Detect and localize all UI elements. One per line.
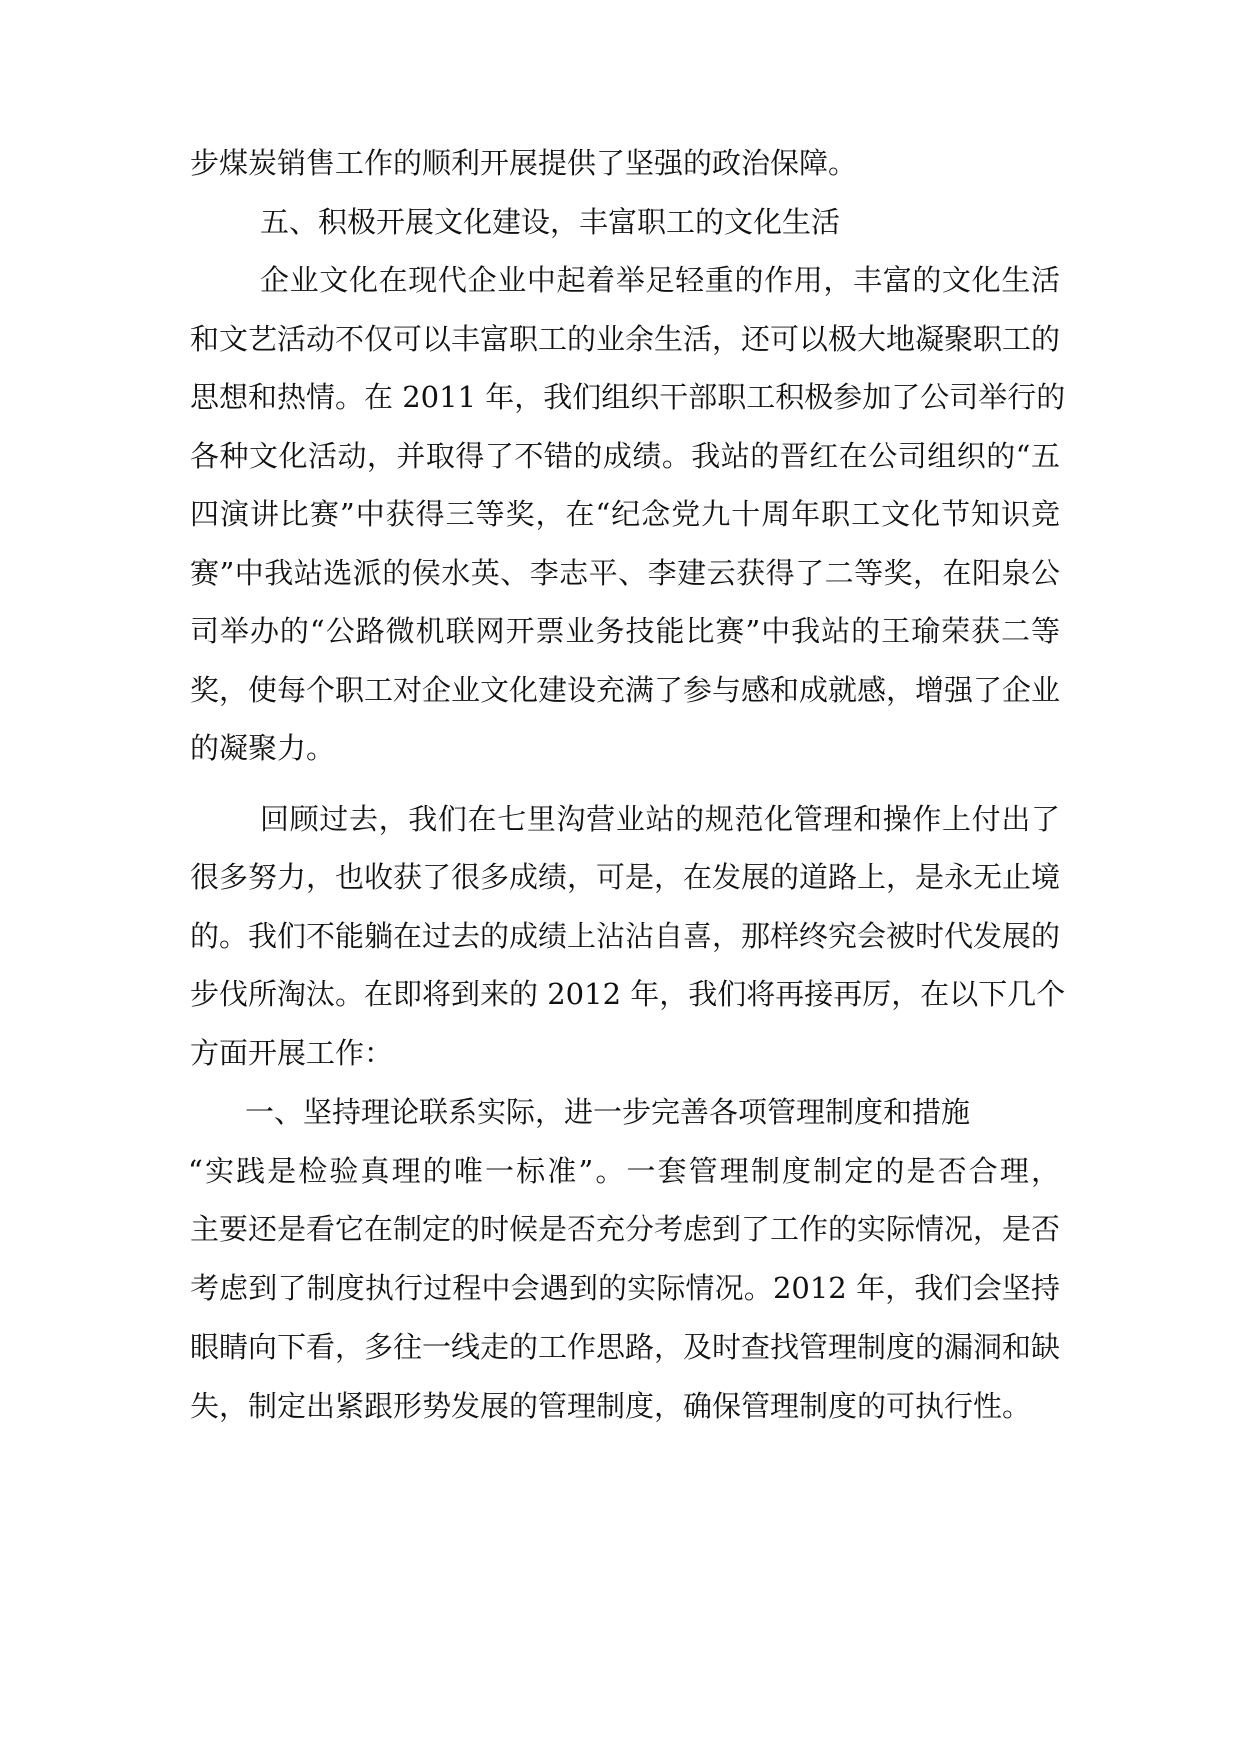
paragraph-line: 考虑到了制度执行过程中会遇到的实际情况。2012 年，我们会坚持 xyxy=(190,1271,1060,1305)
section-heading: 一、坚持理论联系实际，进一步完善各项管理制度和措施 xyxy=(245,1095,971,1129)
paragraph-line: 司举办的“公路微机联网开票业务技能比赛”中我站的王瑜荣获二等 xyxy=(190,614,1060,648)
paragraph-line: 失，制定出紧跟形势发展的管理制度，确保管理制度的可执行性。 xyxy=(190,1389,1032,1423)
paragraph-line: 赛”中我站选派的侯水英、李志平、李建云获得了二等奖，在阳泉公 xyxy=(190,556,1060,590)
paragraph-line: 回顾过去，我们在七里沟营业站的规范化管理和操作上付出了 xyxy=(260,802,1060,836)
paragraph-line: 眼睛向下看，多往一线走的工作思路，及时查找管理制度的漏洞和缺 xyxy=(190,1330,1061,1364)
paragraph-line: 步伐所淘汰。在即将到来的 2012 年，我们将再接再厉，在以下几个 xyxy=(190,977,1066,1011)
paragraph-line: 主要还是看它在制定的时候是否充分考虑到了工作的实际情况，是否 xyxy=(190,1212,1061,1246)
paragraph-line: 思想和热情。在 2011 年，我们组织干部职工积极参加了公司举行的 xyxy=(190,380,1066,414)
paragraph-line: 的凝聚力。 xyxy=(190,731,336,765)
paragraph-line: 步煤炭销售工作的顺利开展提供了坚强的政治保障。 xyxy=(190,146,858,180)
paragraph-line: 方面开展工作： xyxy=(190,1036,394,1070)
paragraph-line: 企业文化在现代企业中起着举足轻重的作用，丰富的文化生活 xyxy=(260,263,1060,297)
section-heading: 五、积极开展文化建设，丰富职工的文化生活 xyxy=(260,205,841,239)
paragraph-line: 奖，使每个职工对企业文化建设充满了参与感和成就感，增强了企业 xyxy=(190,673,1061,707)
paragraph-line: 很多努力，也收获了很多成绩，可是，在发展的道路上，是永无止境 xyxy=(190,860,1061,894)
paragraph-line: 和文艺活动不仅可以丰富职工的业余生活，还可以极大地凝聚职工的 xyxy=(190,322,1061,356)
paragraph-line: 四演讲比赛”中获得三等奖，在“纪念党九十周年职工文化节知识竞 xyxy=(190,497,1060,531)
paragraph-line: 的。我们不能躺在过去的成绩上沾沾自喜，那样终究会被时代发展的 xyxy=(190,919,1061,953)
paragraph-line: “实践是检验真理的唯一标准”。一套管理制度制定的是否合理， xyxy=(188,1154,1060,1188)
paragraph-line: 各种文化活动，并取得了不错的成绩。我站的晋红在公司组织的“五 xyxy=(190,439,1060,473)
